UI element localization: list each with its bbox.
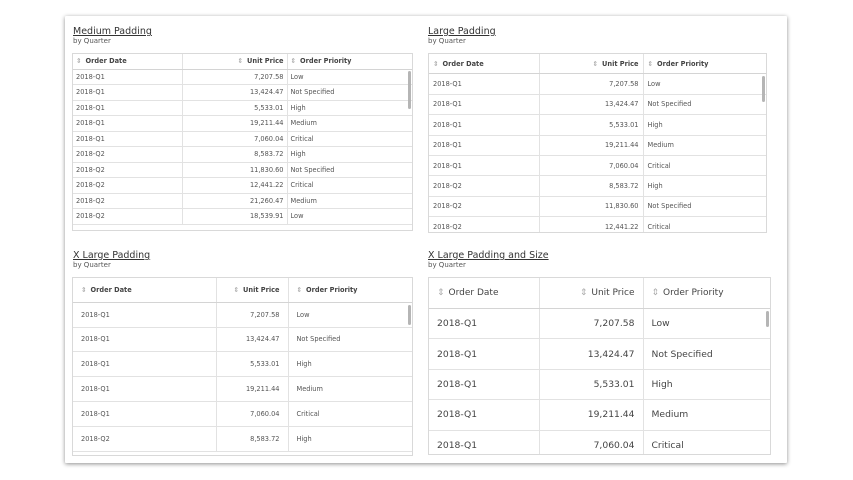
cell-unit-price: 7,060.04: [216, 401, 288, 426]
table-row[interactable]: [429, 155, 766, 175]
column-header-order-priority[interactable]: ⇕ Order Priority: [288, 278, 412, 302]
cell-unit-price: 7,207.58: [216, 302, 288, 327]
cell-order-priority: Critical: [643, 155, 766, 175]
header-row: [429, 54, 766, 74]
cell-unit-price: 12,441.22: [182, 178, 287, 194]
cell-order-priority: High: [287, 147, 412, 163]
cell-order-date: 2018-Q1: [73, 327, 216, 352]
table-row[interactable]: [73, 352, 412, 377]
table-row[interactable]: [73, 193, 412, 209]
table-row[interactable]: [429, 309, 770, 339]
cell-order-priority: Medium: [643, 135, 766, 155]
cell-order-priority: High: [287, 100, 412, 116]
cell-unit-price: 5,533.01: [216, 352, 288, 377]
cell-order-date: 2018-Q1: [73, 131, 182, 147]
table-row[interactable]: [73, 302, 412, 327]
panel-title[interactable]: X Large Padding and Size: [428, 250, 549, 261]
cell-unit-price: 5,533.01: [539, 115, 643, 135]
cell-order-priority: Not Specified: [287, 162, 412, 178]
cell-order-date: 2018-Q2: [429, 196, 539, 216]
cell-order-priority: Medium: [287, 193, 412, 209]
table-row[interactable]: [73, 426, 412, 451]
cell-order-priority: Not Specified: [643, 94, 766, 114]
cell-unit-price: 5,533.01: [182, 100, 287, 116]
table-x-large-padding[interactable]: [72, 277, 413, 456]
table-row[interactable]: [429, 369, 770, 399]
table-row[interactable]: [429, 400, 770, 430]
cell-order-date: 2018-Q2: [73, 209, 182, 225]
cell-order-priority: Medium: [643, 400, 770, 430]
header-row: [73, 54, 412, 69]
cell-order-date: 2018-Q1: [73, 100, 182, 116]
cell-order-priority: Low: [287, 69, 412, 85]
table-body: [73, 69, 412, 224]
table-row[interactable]: [73, 209, 412, 225]
sort-icon: ⇕: [437, 288, 445, 298]
cell-unit-price: 8,583.72: [216, 426, 288, 451]
sort-icon: ⇕: [76, 57, 82, 66]
sort-icon: ⇕: [579, 288, 588, 298]
scrollbar-thumb[interactable]: [766, 311, 769, 327]
column-header-unit-price[interactable]: ⇕ Unit Price: [539, 278, 643, 309]
sort-icon: ⇕: [433, 59, 439, 68]
cell-order-date: 2018-Q1: [73, 401, 216, 426]
sort-icon: ⇕: [237, 57, 244, 66]
dashboard-card: [65, 16, 787, 463]
cell-unit-price: 19,211.44: [216, 377, 288, 402]
panel-title[interactable]: Large Padding: [428, 26, 496, 37]
cell-unit-price: 8,583.72: [182, 147, 287, 163]
panel-medium-padding: [73, 26, 152, 45]
cell-order-date: 2018-Q1: [429, 155, 539, 175]
column-header-order-date[interactable]: ⇕ Order Date: [429, 54, 539, 74]
column-header-order-priority[interactable]: ⇕ Order Priority: [287, 54, 412, 69]
cell-order-priority: Critical: [288, 401, 412, 426]
cell-order-date: 2018-Q1: [429, 400, 539, 430]
table-row[interactable]: [429, 217, 766, 233]
cell-order-date: 2018-Q2: [73, 147, 182, 163]
cell-order-date: 2018-Q1: [73, 116, 182, 132]
cell-order-date: 2018-Q1: [429, 369, 539, 399]
column-header-order-priority[interactable]: ⇕ Order Priority: [643, 278, 770, 309]
cell-unit-price: 7,060.04: [539, 155, 643, 175]
header-row: [73, 278, 412, 302]
column-header-order-date[interactable]: ⇕ Order Date: [73, 278, 216, 302]
cell-order-date: 2018-Q1: [429, 339, 539, 369]
cell-order-date: 2018-Q1: [429, 430, 539, 455]
cell-unit-price: 19,211.44: [539, 400, 643, 430]
cell-order-date: 2018-Q2: [429, 217, 539, 233]
sort-icon: ⇕: [647, 59, 654, 68]
table-row[interactable]: [73, 85, 412, 101]
panel-large-padding: [428, 26, 496, 45]
table-row[interactable]: [429, 94, 766, 114]
cell-order-priority: Critical: [643, 430, 770, 455]
sort-icon: ⇕: [651, 288, 660, 298]
column-header-unit-price[interactable]: ⇕ Unit Price: [539, 54, 643, 74]
cell-unit-price: 11,830.60: [539, 196, 643, 216]
panel-x-large-padding: [73, 250, 150, 269]
table-row[interactable]: [429, 176, 766, 196]
cell-unit-price: 19,211.44: [539, 135, 643, 155]
cell-order-priority: Critical: [287, 131, 412, 147]
cell-unit-price: 21,260.47: [182, 193, 287, 209]
table-row[interactable]: [429, 430, 770, 455]
table-row[interactable]: [429, 339, 770, 369]
table-medium-padding[interactable]: [72, 53, 413, 231]
cell-order-priority: High: [288, 352, 412, 377]
sort-icon: ⇕: [290, 57, 297, 66]
cell-order-date: 2018-Q1: [429, 309, 539, 339]
table-row[interactable]: [73, 147, 412, 163]
cell-unit-price: 13,424.47: [539, 339, 643, 369]
cell-unit-price: 13,424.47: [182, 85, 287, 101]
table-row[interactable]: [429, 115, 766, 135]
cell-order-date: 2018-Q2: [73, 193, 182, 209]
sort-icon: ⇕: [296, 285, 303, 294]
column-header-order-date[interactable]: ⇕ Order Date: [73, 54, 182, 69]
cell-order-date: 2018-Q1: [429, 135, 539, 155]
table-row[interactable]: [73, 116, 412, 132]
cell-order-priority: Low: [643, 74, 766, 94]
sort-icon: ⇕: [81, 285, 87, 294]
cell-order-date: 2018-Q1: [73, 85, 182, 101]
table-x-large-padding-and-size[interactable]: [428, 277, 771, 455]
cell-order-priority: Low: [287, 209, 412, 225]
cell-unit-price: 18,539.91: [182, 209, 287, 225]
cell-unit-price: 13,424.47: [539, 94, 643, 114]
cell-order-date: 2018-Q1: [429, 115, 539, 135]
table-row[interactable]: [73, 100, 412, 116]
cell-unit-price: 13,424.47: [216, 327, 288, 352]
table-large-padding[interactable]: [428, 53, 767, 233]
table-body: [73, 302, 412, 451]
cell-order-priority: Not Specified: [288, 327, 412, 352]
table-row[interactable]: [73, 69, 412, 85]
cell-unit-price: 5,533.01: [539, 369, 643, 399]
cell-unit-price: 11,830.60: [182, 162, 287, 178]
cell-order-priority: Not Specified: [643, 196, 766, 216]
cell-unit-price: 19,211.44: [182, 116, 287, 132]
cell-order-date: 2018-Q1: [73, 352, 216, 377]
column-header-unit-price[interactable]: ⇕ Unit Price: [216, 278, 288, 302]
scrollbar-thumb[interactable]: [762, 76, 765, 102]
table-row[interactable]: [73, 377, 412, 402]
panel-subtitle: by Quarter: [428, 261, 466, 269]
table-body: [429, 74, 766, 233]
table-row[interactable]: [429, 135, 766, 155]
table-row[interactable]: [429, 196, 766, 216]
cell-order-date: 2018-Q2: [429, 176, 539, 196]
cell-order-priority: Low: [288, 302, 412, 327]
sort-icon: ⇕: [233, 285, 240, 294]
table-body: [429, 309, 770, 456]
cell-order-priority: Medium: [287, 116, 412, 132]
panel-title[interactable]: X Large Padding: [73, 250, 151, 261]
cell-unit-price: 7,207.58: [539, 74, 643, 94]
cell-order-date: 2018-Q1: [429, 94, 539, 114]
cell-order-date: 2018-Q1: [73, 69, 182, 85]
cell-order-priority: Not Specified: [287, 85, 412, 101]
cell-order-priority: Medium: [288, 377, 412, 402]
column-header-order-priority[interactable]: ⇕ Order Priority: [643, 54, 766, 74]
sort-icon: ⇕: [592, 59, 599, 68]
panel-subtitle: by Quarter: [73, 261, 111, 269]
cell-unit-price: 8,583.72: [539, 176, 643, 196]
cell-order-priority: Low: [643, 309, 770, 339]
cell-order-priority: Critical: [287, 178, 412, 194]
cell-unit-price: 7,060.04: [182, 131, 287, 147]
cell-unit-price: 7,060.04: [539, 430, 643, 455]
scrollbar-thumb[interactable]: [408, 305, 411, 325]
cell-order-priority: High: [643, 115, 766, 135]
cell-unit-price: 7,207.58: [182, 69, 287, 85]
table-row[interactable]: [429, 74, 766, 94]
panel-title[interactable]: Medium Padding: [73, 26, 152, 37]
panel-subtitle: by Quarter: [73, 37, 111, 45]
cell-order-priority: Not Specified: [643, 339, 770, 369]
table-row[interactable]: [73, 178, 412, 194]
cell-unit-price: 12,441.22: [539, 217, 643, 233]
scrollbar-thumb[interactable]: [408, 71, 411, 109]
table-row[interactable]: [73, 162, 412, 178]
cell-order-priority: High: [643, 369, 770, 399]
column-header-order-date[interactable]: ⇕ Order Date: [429, 278, 539, 309]
cell-order-date: 2018-Q1: [73, 302, 216, 327]
cell-order-date: 2018-Q1: [429, 74, 539, 94]
cell-order-date: 2018-Q1: [73, 377, 216, 402]
panel-x-large-padding-and-size: [428, 250, 549, 269]
cell-order-date: 2018-Q2: [73, 426, 216, 451]
cell-order-priority: High: [643, 176, 766, 196]
panel-subtitle: by Quarter: [428, 37, 466, 45]
cell-order-priority: Critical: [643, 217, 766, 233]
cell-order-date: 2018-Q2: [73, 178, 182, 194]
column-header-unit-price[interactable]: ⇕ Unit Price: [182, 54, 287, 69]
header-row: [429, 278, 770, 309]
cell-order-priority: High: [288, 426, 412, 451]
table-row[interactable]: [73, 327, 412, 352]
cell-unit-price: 7,207.58: [539, 309, 643, 339]
table-row[interactable]: [73, 401, 412, 426]
cell-order-date: 2018-Q2: [73, 162, 182, 178]
table-row[interactable]: [73, 131, 412, 147]
